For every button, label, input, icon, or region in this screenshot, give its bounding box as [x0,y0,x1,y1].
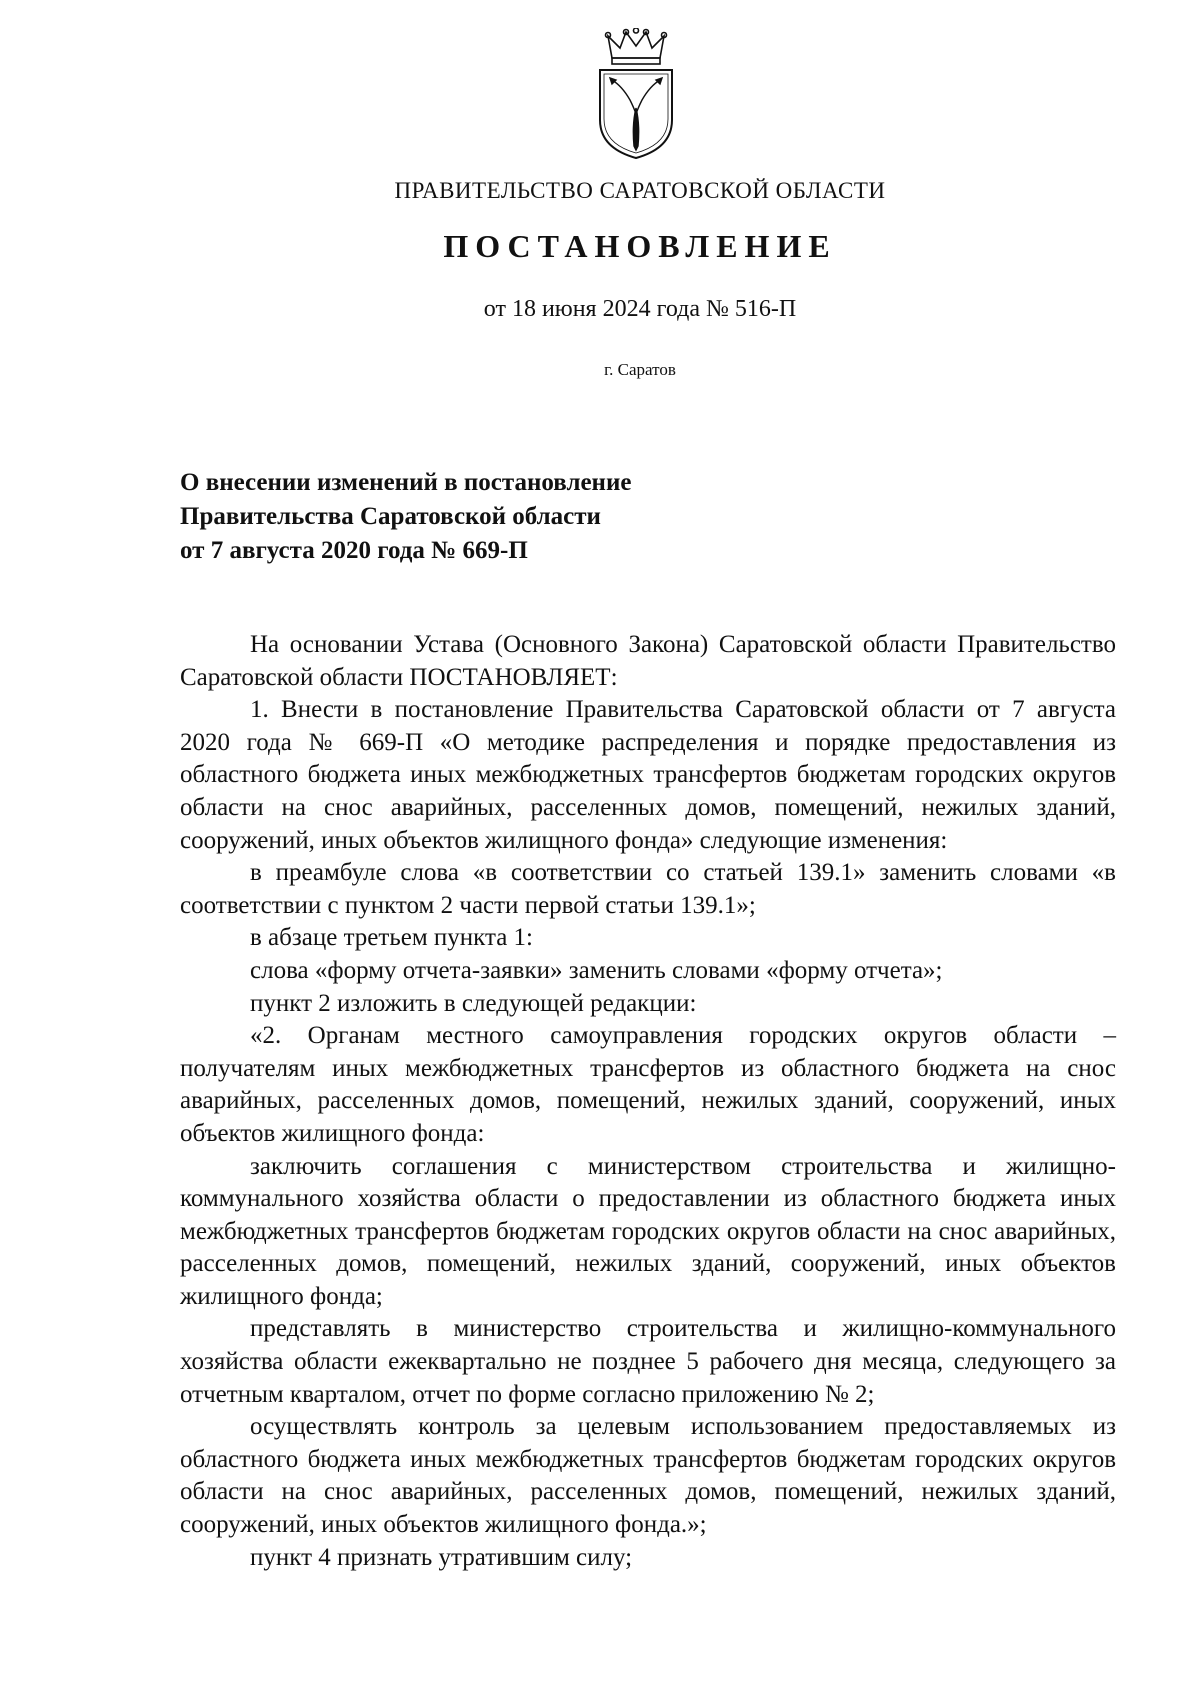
body-paragraph: осуществлять контроль за целевым использованием предоставляемых из областного бюджета иных межбюджетных трансфертов бюджетам городских округов области на снос аварийных, расселенных домов, помещений, нежилых зданий, сооружений, иных объектов жилищного фонда.»; [180,1413,1116,1539]
body-paragraph: заключить соглашения с министерством строительства и жилищно-коммунального хозяйства области о предоставлении из областного бюджета иных межбюджетных трансфертов бюджетам городских округов области на снос аварийных, расселенных домов, помещений, нежилых зданий, сооружений, иных объектов жилищного фонда; [180,1152,1116,1310]
title-line: О внесении изменений в постановление [180,469,632,496]
body-paragraph: пункт 2 изложить в следующей редакции: [250,989,697,1017]
document-city: г. Саратов [604,360,676,379]
body-paragraph: в абзаце третьем пункта 1: [250,924,533,952]
document-date-number: от 18 июня 2024 года № 516-П [483,296,797,322]
document-title [180,466,1080,568]
title-line: Правительства Саратовской области [180,503,601,530]
body-paragraph: На основании Устава (Основного Закона) Саратовской области Правительство Саратовской области ПОСТАНОВЛЯЕТ: [180,631,1116,691]
saratov-oblast-coat-of-arms-icon [592,28,680,160]
title-line: от 7 августа 2020 года № 669-П [180,537,528,564]
document-type-heading: ПОСТАНОВЛЕНИЕ [443,228,837,264]
body-paragraph: 1. Внести в постановление Правительства Саратовской области от 7 августа 2020 года № 669-П «О методике распределения и порядке предоставления из областного бюджета иных межбюджетных трансфертов бюджетам городских округов области на снос аварийных, расселенных домов, помещений, нежилых зданий, сооружений, иных объектов жилищного фонда» следующие изменения: [180,696,1116,854]
document-body [180,629,1116,1574]
body-paragraph: представлять в министерство строительства и жилищно-коммунального хозяйства области ежеквартально не позднее 5 рабочего дня месяца, следующего за отчетным кварталом, отчет по форме согласно приложению № 2; [180,1315,1116,1408]
issuing-authority: ПРАВИТЕЛЬСТВО САРАТОВСКОЙ ОБЛАСТИ [394,178,886,203]
body-paragraph: слова «форму отчета-заявки» заменить словами «форму отчета»; [250,956,943,984]
body-paragraph: пункт 4 признать утратившим силу; [250,1543,633,1571]
body-paragraph: «2. Органам местного самоуправления городских округов области – получателям иных межбюджетных трансфертов из областного бюджета на снос аварийных, расселенных домов, помещений, нежилых зданий, сооружений, иных объектов жилищного фонда: [180,1022,1116,1147]
body-paragraph: в преамбуле слова «в соответствии со статьей 139.1» заменить словами «в соответствии с пунктом 2 части первой статьи 139.1»; [180,859,1116,919]
